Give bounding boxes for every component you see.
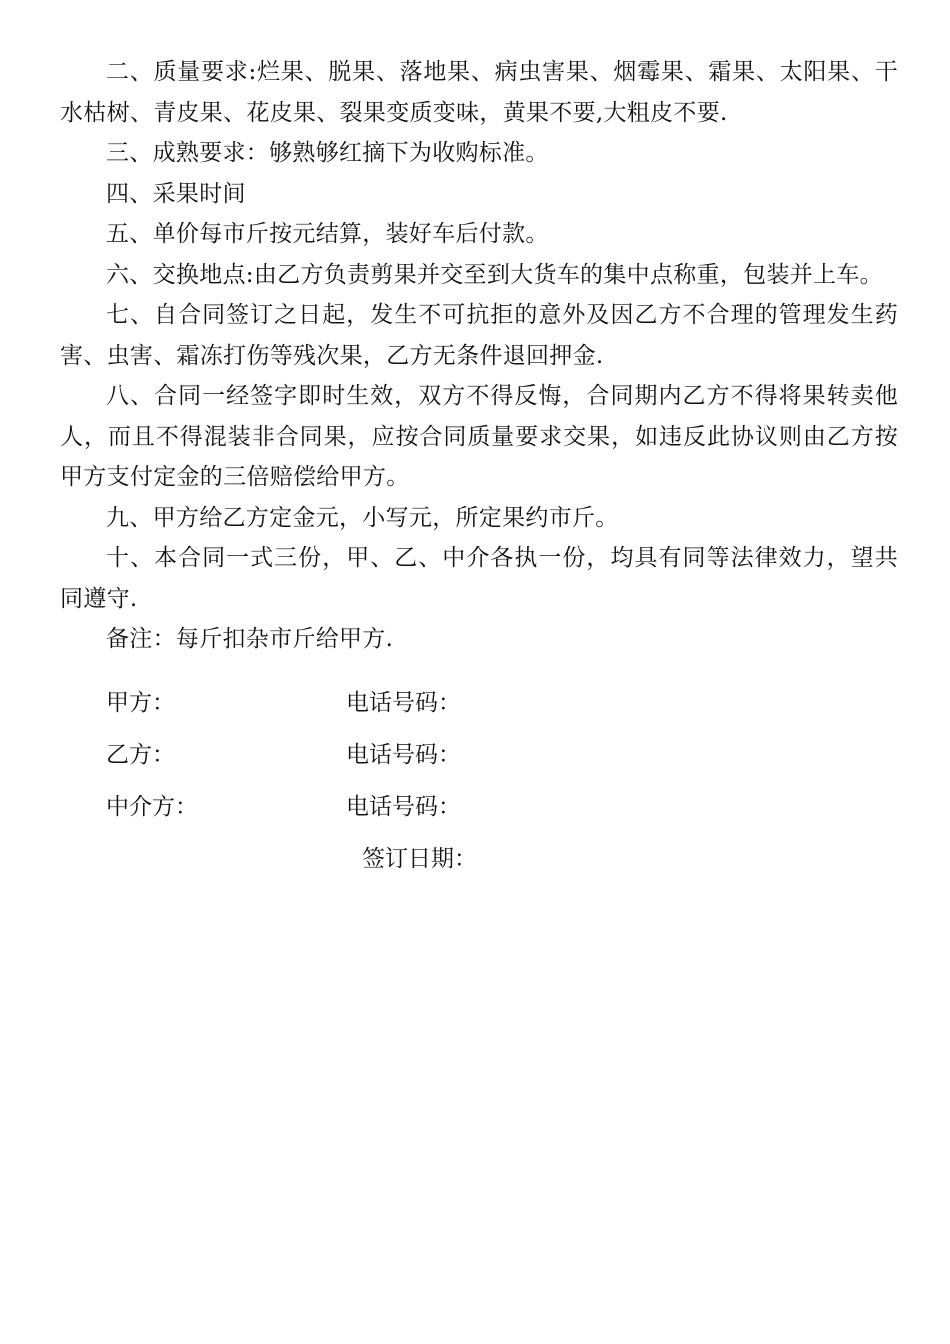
intermediary-phone-label: 电话号码： (346, 794, 461, 820)
clause-unit-price: 五、单价每市斤按元结算，装好车后付款。 (106, 221, 549, 247)
clause-quality-requirements: 二、质量要求:烂果、脱果、落地果、病虫害果、烟霉果、霜果、太阳果、干水枯树、青皮果、花皮果、裂果变质变味，黄果不要,大粗皮不要. (60, 59, 898, 126)
clause-deposit: 九、甲方给乙方定金元，小写元，所定果约市斤。 (106, 504, 619, 531)
clause-copies: 十、本合同一式三份，甲、乙、中介各执一份，均具有同等法律效力，望共同遵守. (60, 545, 898, 612)
party-b-phone-label: 电话号码： (346, 742, 461, 768)
contract-clauses (60, 52, 898, 660)
clause-exchange-location: 六、交换地点:由乙方负责剪果并交至到大货车的集中点称重，包装并上车。 (106, 261, 883, 288)
party-a-phone-label: 电话号码： (346, 690, 461, 716)
signature-row-intermediary (106, 792, 461, 822)
clause-ripeness-requirements: 三、成熟要求：够熟够红摘下为收购标准。 (106, 140, 549, 166)
signature-row-party-a (106, 688, 461, 718)
signing-date-label: 签订日期： (362, 846, 477, 872)
signature-row-party-b (106, 740, 461, 770)
party-a-label: 甲方： (106, 690, 175, 716)
clause-picking-time: 四、采果时间 (106, 180, 246, 207)
clause-remarks: 备注：每斤扣杂市斤给甲方. (106, 626, 394, 652)
clause-effectiveness: 八、合同一经签字即时生效，双方不得反悔，合同期内乙方不得将果转卖他人，而且不得混装非合同果，应按合同质量要求交果，如违反此协议则由乙方按甲方支付定金的三倍赔偿给甲方。 (60, 383, 898, 490)
intermediary-label: 中介方： (106, 794, 198, 820)
party-b-label: 乙方： (106, 742, 175, 768)
clause-liability: 七、自合同签订之日起，发生不可抗拒的意外及因乙方不合理的管理发生药害、虫害、霜冻打伤等残次果，乙方无条件退回押金. (60, 302, 898, 369)
